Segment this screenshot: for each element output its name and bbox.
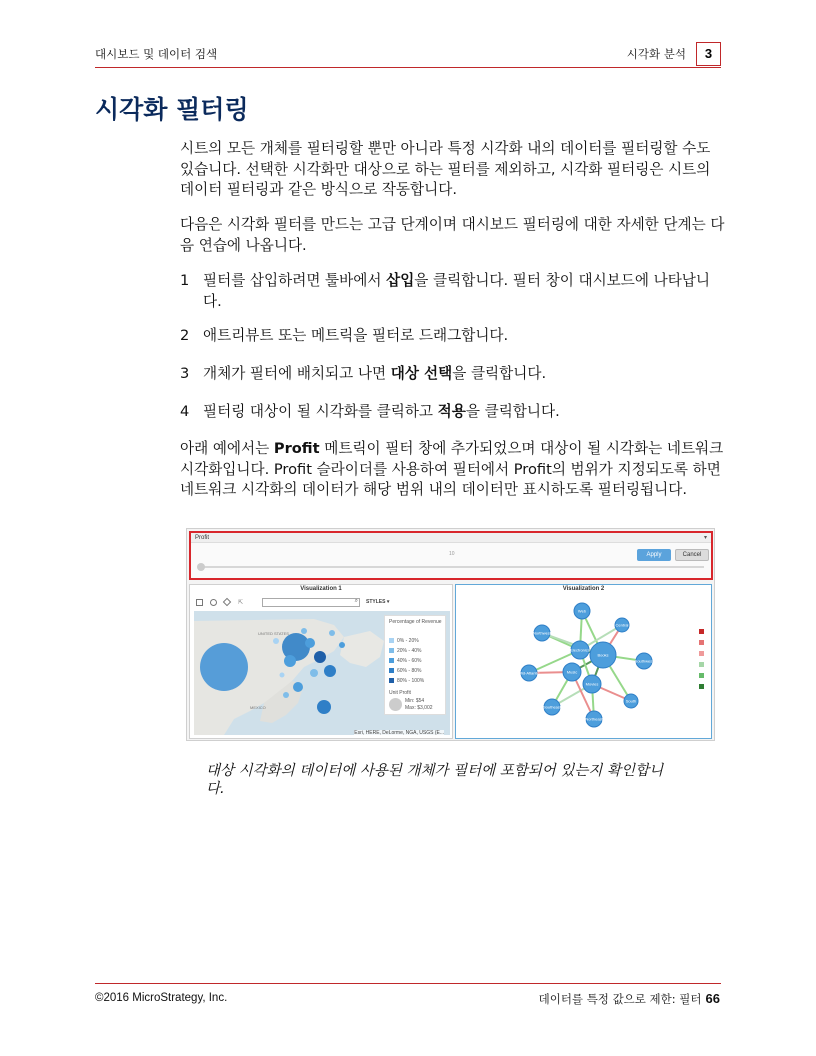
legend-swatch <box>699 640 704 645</box>
step-number: 3 <box>180 365 190 382</box>
profit-slider-handle[interactable] <box>197 563 205 571</box>
step-number: 2 <box>180 327 190 344</box>
step-text: 필터링 대상이 될 시각화를 클릭하고 적용을 클릭합니다. <box>203 403 560 420</box>
running-header-right: 시각화 분석 <box>626 47 686 61</box>
visualization-1-map[interactable] <box>189 584 453 739</box>
step-number: 4 <box>180 403 190 420</box>
node-label: Web <box>577 608 587 614</box>
map-label-us: UNITED STATES <box>258 631 289 636</box>
filter-panel <box>189 531 713 580</box>
legend-swatch <box>699 651 704 656</box>
legend-max: Max: $3,002 <box>405 705 433 711</box>
node-label: Movies <box>585 681 599 687</box>
filter-panel-titlebar <box>191 533 711 543</box>
chapter-number-box: 3 <box>696 42 721 66</box>
step-text: 애트리뷰트 또는 메트릭을 필터로 드래그합니다. <box>203 327 509 344</box>
clear-selection-icon[interactable]: ⇱ <box>238 599 244 606</box>
node-label: Electronics <box>570 647 590 653</box>
size-legend-circle <box>389 698 402 711</box>
styles-menu[interactable]: STYLES ▾ <box>366 599 390 605</box>
step-2 <box>180 326 725 347</box>
paragraph-steps-intro: 다음은 시각화 필터를 만드는 고급 단계이며 대시보드 필터링에 대한 자세한 단계는 다음 연습에 나옵니다. <box>180 216 725 254</box>
legend-swatch <box>699 662 704 667</box>
node-label: Southeast <box>542 704 562 710</box>
step-number: 1 <box>180 272 190 289</box>
legend-swatch <box>699 629 704 634</box>
map-toolbar <box>196 598 446 608</box>
slider-value: 10 <box>449 551 455 557</box>
select-rect-icon[interactable] <box>196 599 203 606</box>
node-label: Central <box>615 622 629 628</box>
cancel-button[interactable]: Cancel <box>675 549 709 561</box>
dashboard-screenshot <box>186 528 715 741</box>
panel-menu-icon[interactable]: ▾ <box>703 534 707 541</box>
map-search-input[interactable] <box>262 598 360 607</box>
legend-min: Min: $54 <box>405 698 425 704</box>
legend-item: 80% - 100% <box>389 678 424 685</box>
page-number: 66 <box>705 991 720 1006</box>
map-legend <box>384 615 446 715</box>
step-text: 개체가 필터에 배치되고 나면 대상 선택을 클릭합니다. <box>203 365 547 382</box>
viz2-title: Visualization 2 <box>562 586 605 592</box>
legend-item: 60% - 80% <box>389 668 421 675</box>
node-label: Books <box>597 652 609 658</box>
footer-section-title: 데이터를 특정 값으로 제한: 필터 <box>538 992 702 1006</box>
legend-title: Percentage of Revenue <box>389 619 442 625</box>
running-header-left: 대시보드 및 데이터 검색 <box>95 47 218 61</box>
filter-title: Profit <box>195 535 210 541</box>
node-label: Northeast <box>585 716 603 722</box>
step-text: 필터를 삽입하려면 툴바에서 삽입을 클릭합니다. 필터 창이 대시보드에 나타납니다. <box>203 272 710 310</box>
step-3 <box>180 364 725 385</box>
legend-item: 20% - 40% <box>389 648 421 655</box>
map-label-mexico: MEXICO <box>250 705 266 710</box>
map-attribution: Esri, HERE, DeLorme, NGA, USGS (E... <box>354 730 444 736</box>
copyright: ©2016 MicroStrategy, Inc. <box>95 992 228 1004</box>
profit-slider-track[interactable] <box>199 566 704 568</box>
node-label: South <box>625 698 637 704</box>
lasso-icon[interactable] <box>223 598 231 606</box>
viz1-title: Visualization 1 <box>300 586 342 592</box>
node-label: Northwest <box>532 630 552 636</box>
legend-swatch <box>699 673 704 678</box>
header-rule <box>95 67 721 68</box>
step-4 <box>180 402 725 423</box>
running-footer-right <box>539 991 720 1007</box>
paragraph-example: 아래 예에서는 Profit 메트릭이 필터 창에 추가되었으며 대상이 될 시각화는 네트워크 시각화입니다. Profit 슬라이더를 사용하여 필터에서 Profit의 범위가 지정되도록 하면 네트워크 시각화의 데이터가 해당 범위 내의 데이터만 표시하도록 필터링됩니다. <box>180 440 724 498</box>
step-1 <box>180 271 725 312</box>
legend-item: 0% - 20% <box>389 638 419 645</box>
legend-item: 40% - 60% <box>389 658 421 665</box>
search-icon: ⌕ <box>354 597 358 604</box>
section-title: 시각화 필터링 <box>95 95 249 124</box>
node-label: Southwest <box>634 658 654 664</box>
node-label: Mid-Atlantic <box>518 670 540 676</box>
network-color-legend <box>699 629 705 695</box>
figure-caption: 대상 시각화의 데이터에 사용된 개체가 필터에 포함되어 있는지 확인합니다. <box>206 763 664 797</box>
node-label: Music <box>566 669 578 675</box>
footer-rule <box>95 983 721 984</box>
legend-swatch <box>699 684 704 689</box>
select-circle-icon[interactable] <box>210 599 217 606</box>
paragraph-intro: 시트의 모든 개체를 필터링할 뿐만 아니라 특정 시각화 내의 데이터를 필터링할 수도 있습니다. 선택한 시각화만 대상으로 하는 필터를 제외하고, 시각화 필터링은 시트의 데이터 필터링과 같은 방식으로 작동합니다. <box>180 140 711 198</box>
legend-unit-profit: Unit Profit <box>389 690 411 696</box>
visualization-2-network[interactable] <box>455 584 712 739</box>
network-graph <box>456 595 713 739</box>
apply-button[interactable]: Apply <box>637 549 671 561</box>
